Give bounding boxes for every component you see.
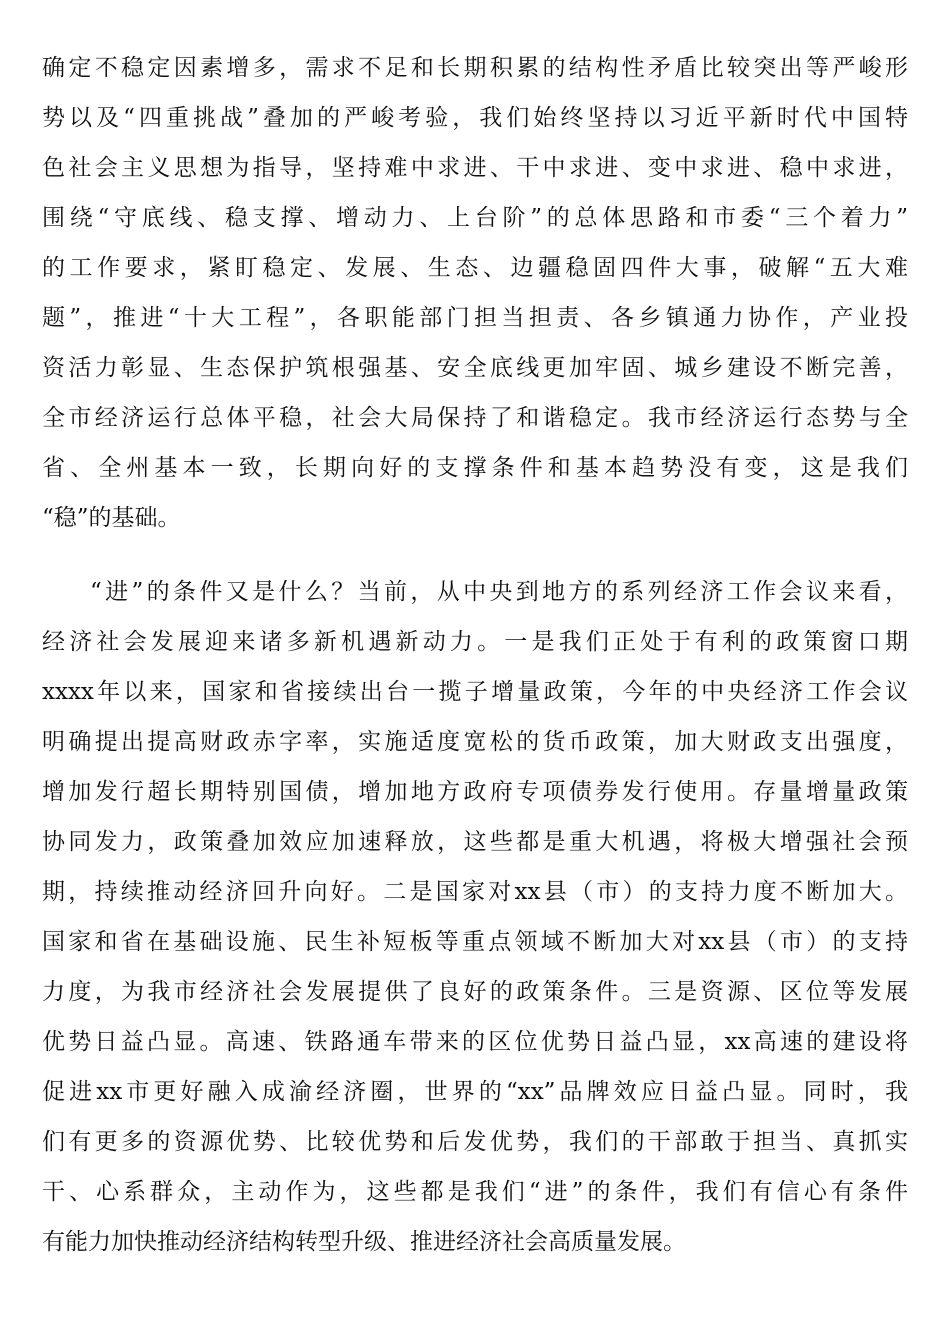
text-line: 的工作要求，紧盯稳定、发展、生态、边疆稳固四件大事，破解“五大难 — [42, 255, 908, 281]
text-line: 国家和省在基础设施、民生补短板等重点领域不断加大对xx县（市）的支持 — [42, 929, 908, 955]
text-line: 经济社会发展迎来诸多新机遇新动力。一是我们正处于有利的政策窗口期 — [42, 629, 908, 655]
text-line: 增加发行超长期特别国债，增加地方政府专项债券发行使用。存量增量政策 — [42, 779, 908, 805]
text-line: xxxx年以来，国家和省接续出台一揽子增量政策，今年的中央经济工作会议 — [42, 679, 908, 705]
text-line: 力度，为我市经济社会发展提供了良好的政策条件。三是资源、区位等发展 — [42, 979, 908, 1005]
text-line: 促进xx市更好融入成渝经济圈，世界的“xx”品牌效应日益凸显。同时，我 — [42, 1079, 908, 1105]
text-line: 期，持续推动经济回升向好。二是国家对xx县（市）的支持力度不断加大。 — [42, 879, 908, 905]
text-line: 色社会主义思想为指导，坚持难中求进、干中求进、变中求进、稳中求进， — [42, 155, 908, 181]
text-line: 题”，推进“十大工程”，各职能部门担当担责、各乡镇通力协作，产业投 — [42, 305, 908, 331]
text-line: “进”的条件又是什么？当前，从中央到地方的系列经济工作会议来看， — [90, 579, 908, 605]
text-line: 协同发力，政策叠加效应加速释放，这些都是重大机遇，将极大增强社会预 — [42, 829, 908, 855]
text-line: 干、心系群众，主动作为，这些都是我们“进”的条件，我们有信心有条件 — [42, 1179, 908, 1205]
text-line: 优势日益凸显。高速、铁路通车带来的区位优势日益凸显，xx高速的建设将 — [42, 1029, 908, 1055]
text-line: 全市经济运行总体平稳，社会大局保持了和谐稳定。我市经济运行态势与全 — [42, 405, 908, 431]
text-line: 明确提出提高财政赤字率，实施适度宽松的货币政策，加大财政支出强度， — [42, 729, 908, 755]
text-line: 确定不稳定因素增多，需求不足和长期积累的结构性矛盾比较突出等严峻形 — [42, 55, 908, 81]
text-line: “稳”的基础。 — [42, 505, 181, 531]
text-line: 围绕“守底线、稳支撑、增动力、上台阶”的总体思路和市委“三个着力” — [42, 205, 908, 231]
text-line: 有能力加快推动经济结构转型升级、推进经济社会高质量发展。 — [42, 1229, 686, 1255]
text-line: 们有更多的资源优势、比较优势和后发优势，我们的干部敢于担当、真抓实 — [42, 1129, 908, 1155]
text-line: 势以及“四重挑战”叠加的严峻考验，我们始终坚持以习近平新时代中国特 — [42, 105, 908, 131]
text-line: 资活力彰显、生态保护筑根强基、安全底线更加牢固、城乡建设不断完善， — [42, 355, 908, 381]
text-line: 省、全州基本一致，长期向好的支撑条件和基本趋势没有变，这是我们 — [42, 455, 908, 481]
